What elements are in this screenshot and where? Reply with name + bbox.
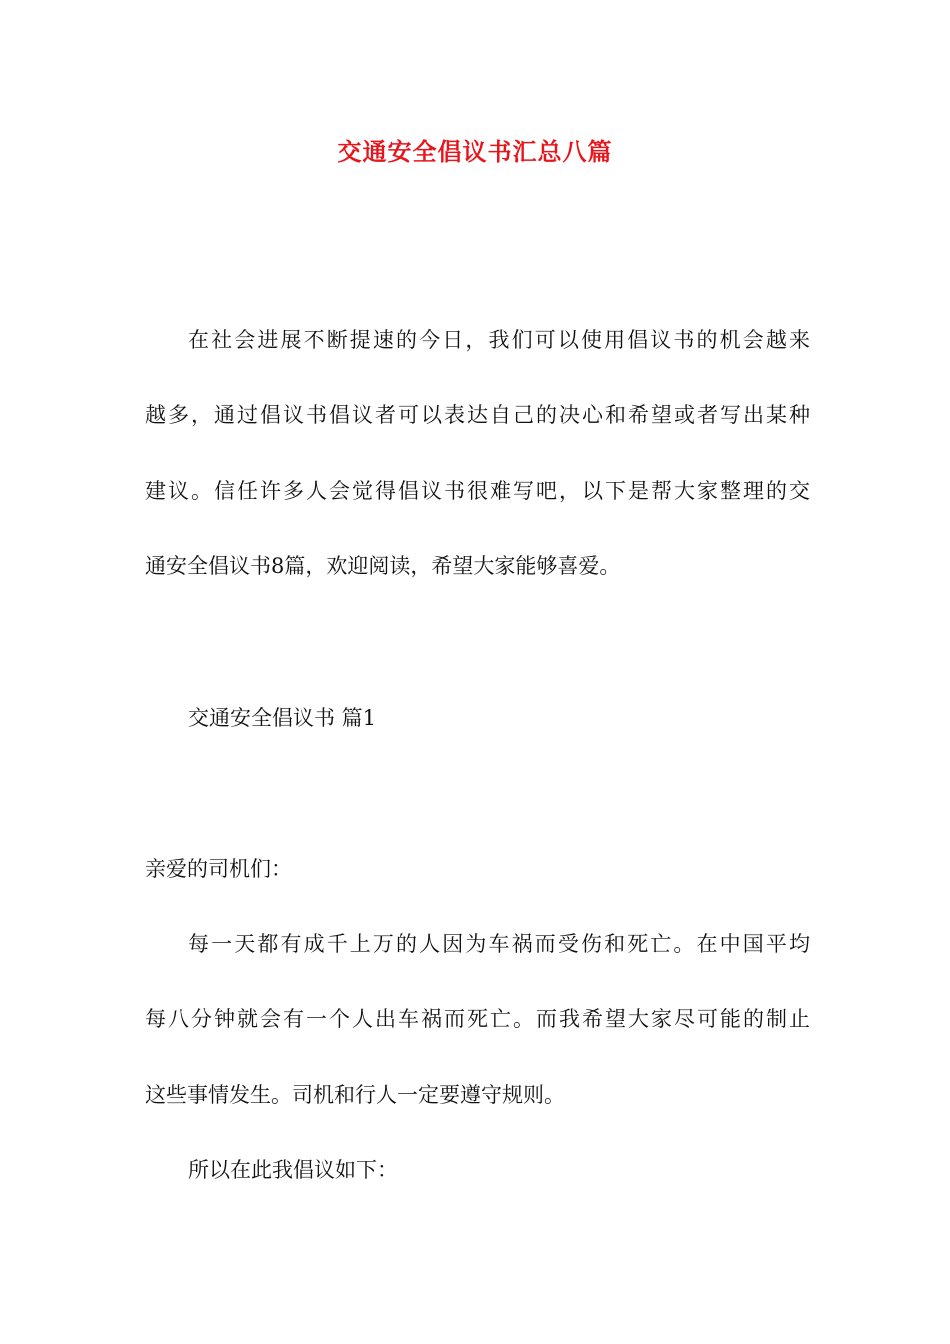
intro-line-4: 通安全倡议书8篇，欢迎阅读，希望大家能够喜爱。	[145, 554, 621, 578]
body-line-1: 每一天都有成千上万的人因为车祸而受伤和死亡。在中国平均	[188, 932, 810, 956]
salutation: 亲爱的司机们：	[145, 857, 292, 881]
intro-line-3: 建议。信任许多人会觉得倡议书很难写吧，以下是帮大家整理的交	[145, 479, 810, 503]
body-line-3: 这些事情发生。司机和行人一定要遵守规则。	[145, 1083, 565, 1107]
document-title: 交通安全倡议书汇总八篇	[337, 137, 613, 166]
section-heading: 交通安全倡议书 篇1	[188, 706, 377, 730]
intro-line-1: 在社会进展不断提速的今日，我们可以使用倡议书的机会越来	[188, 328, 810, 352]
intro-line-2: 越多，通过倡议书倡议者可以表达自己的决心和希望或者写出某种	[145, 403, 810, 427]
closing-line: 所以在此我倡议如下：	[188, 1158, 398, 1182]
body-line-2: 每八分钟就会有一个人出车祸而死亡。而我希望大家尽可能的制止	[145, 1007, 810, 1031]
